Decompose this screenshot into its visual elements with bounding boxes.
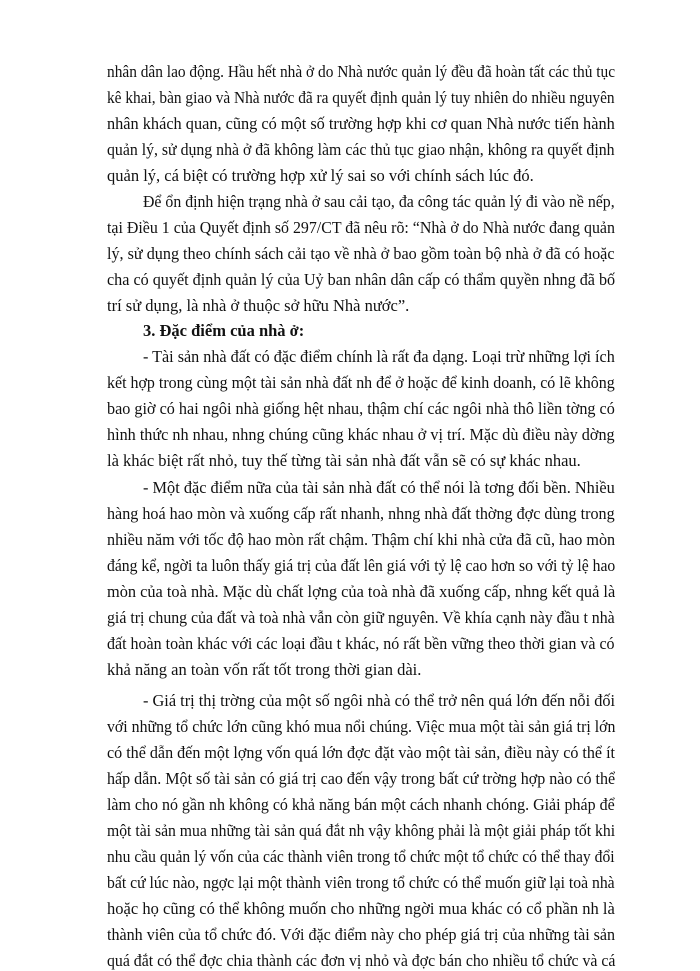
paragraph-3-line-5: là khác biệt rất nhỏ, tuy thế từng tài sản nhà đất vẫn sẽ có sự khác nhau. xyxy=(107,451,581,470)
paragraph-5-line-5: làm cho nó gần nh không có khả năng bán một cách nhanh chóng. Giải pháp để xyxy=(107,795,615,814)
section-heading: 3. Đặc điểm của nhà ở: xyxy=(143,321,305,340)
paragraph-1-line-2: kê khai, bàn giao và Nhà nước đã ra quyết định quản lý tuy nhiên do nhiều nguyên xyxy=(107,88,615,107)
paragraph-2-line-2: tại Điều 1 của Quyết định số 297/CT đã nêu rõ: “Nhà ở do Nhà nước đang quản xyxy=(107,218,615,237)
paragraph-1-line-5: quản lý, cá biệt có trường hợp xử lý sai so với chính sách lúc đó. xyxy=(107,166,534,185)
paragraph-4-line-7: đất hoàn toàn khác với các loại đầu t khác, nó rất bền vững theo thời gian và có xyxy=(107,634,615,653)
paragraph-1-line-4: quản lý, sử dụng nhà ở đã không làm các thủ tục giao nhận, không ra quyết định xyxy=(107,140,615,159)
paragraph-3-line-4: hình thức nh nhau, nhng chúng cũng khác nhau ở vị trí. Mặc dù điều này dờng xyxy=(107,425,615,444)
paragraph-1-line-3: nhân khách quan, cũng có một số trường hợp khi cơ quan Nhà nước tiến hành xyxy=(107,114,615,133)
paragraph-2-line-5: trí sử dụng, là nhà ở thuộc sở hữu Nhà nước”. xyxy=(107,296,410,315)
paragraph-5-line-7: nhu cầu quản lý vốn của các thành viên trong tổ chức một tổ chức có thể thay đổi xyxy=(107,847,615,866)
paragraph-4-line-1: - Một đặc điểm nữa của tài sản nhà đất có thể nói là tơng đối bền. Nhiều xyxy=(143,478,615,497)
paragraph-5-line-10: thành viên của tổ chức đó. Với đặc điểm này cho phép giá trị của những tài sản xyxy=(107,925,616,944)
paragraph-5-line-6: một tài sản mua những tài sản quá đắt nh vậy không phải là một giải pháp tốt khi xyxy=(107,821,616,840)
paragraph-5-line-4: hấp dẫn. Một số tài sản có giá trị cao đến vậy trong bất cứ trờng hợp nào có thể xyxy=(107,769,616,788)
paragraph-3-line-3: bao giờ có hai ngôi nhà giống hệt nhau, thậm chí các ngôi nhà thô liền tờng có xyxy=(107,399,615,418)
paragraph-4-line-4: đáng kể, ngời ta luôn thấy giá trị của đất lên giá với tỷ lệ cao hơn so với tỷ lệ hao xyxy=(107,556,616,575)
paragraph-2-line-3: lý, sử dụng theo chính sách cải tạo về nhà ở bao gồm toàn bộ nhà ở đã có hoặc xyxy=(107,244,615,263)
paragraph-2-line-4: cha có quyết định quản lý của Uỷ ban nhân dân cấp có thẩm quyền nhng đã bố xyxy=(107,270,616,289)
paragraph-5-line-2: với những tổ chức lớn cũng khó mua nổi chúng. Việc mua một tài sản giá trị lớn xyxy=(107,717,616,736)
paragraph-5-line-11: quá đắt có thể đợc chia thành các đơn vị nhỏ và đợc bán cho nhiều tổ chức và cá xyxy=(107,951,616,970)
paragraph-5-line-1: - Giá trị thị trờng của một số ngôi nhà có thể trở nên quá lớn đến nỗi đối xyxy=(143,691,616,710)
paragraph-5-line-3: có thể dẫn đến một lợng vốn quá lớn đợc đặt vào một tài sản, điều này có thể ít xyxy=(107,743,616,762)
paragraph-4-line-2: hàng hoá hao mòn và xuống cấp rất nhanh, nhng nhà đất thờng đợc dùng trong xyxy=(107,504,615,523)
paragraph-1-line-1: nhân dân lao động. Hầu hết nhà ở do Nhà nước quản lý đều đã hoàn tất các thủ tục xyxy=(107,62,616,81)
paragraph-3-line-2: kết hợp trong cùng một tài sản nhà đất nh để ở hoặc để kinh doanh, có lẽ không xyxy=(107,373,615,392)
paragraph-4-line-5: mòn của toà nhà. Mặc dù chất lợng của toà nhà đã xuống cấp, nhng kết quả là xyxy=(107,582,616,601)
paragraph-4-line-3: nhiều năm với tốc độ hao mòn rất chậm. Thậm chí khi nhà cửa đã cũ, hao mòn xyxy=(107,530,616,549)
paragraph-4-line-8: khả năng an toàn vốn rất tốt trong thời gian dài. xyxy=(107,660,422,679)
paragraph-2-line-1: Để ổn định hiện trạng nhà ở sau cải tạo, đa công tác quản lý đi vào nề nếp, xyxy=(143,192,615,211)
paragraph-3-line-1: - Tài sản nhà đất có đặc điểm chính là rất đa dạng. Loại trừ những lợi ích xyxy=(143,347,615,366)
paragraph-5-line-8: bất cứ lúc nào, ngợc lại một thành viên trong tổ chức có thể muốn giữ lại toà nhà xyxy=(107,873,615,892)
paragraph-5-line-9: hoặc họ cũng có thể không muốn cho những ngời mua khác có cổ phần nh là xyxy=(107,899,615,918)
paragraph-4-line-6: giá trị chung của đất và toà nhà vẫn còn giữ nguyên. Về khía cạnh này đầu t nhà xyxy=(107,608,615,627)
